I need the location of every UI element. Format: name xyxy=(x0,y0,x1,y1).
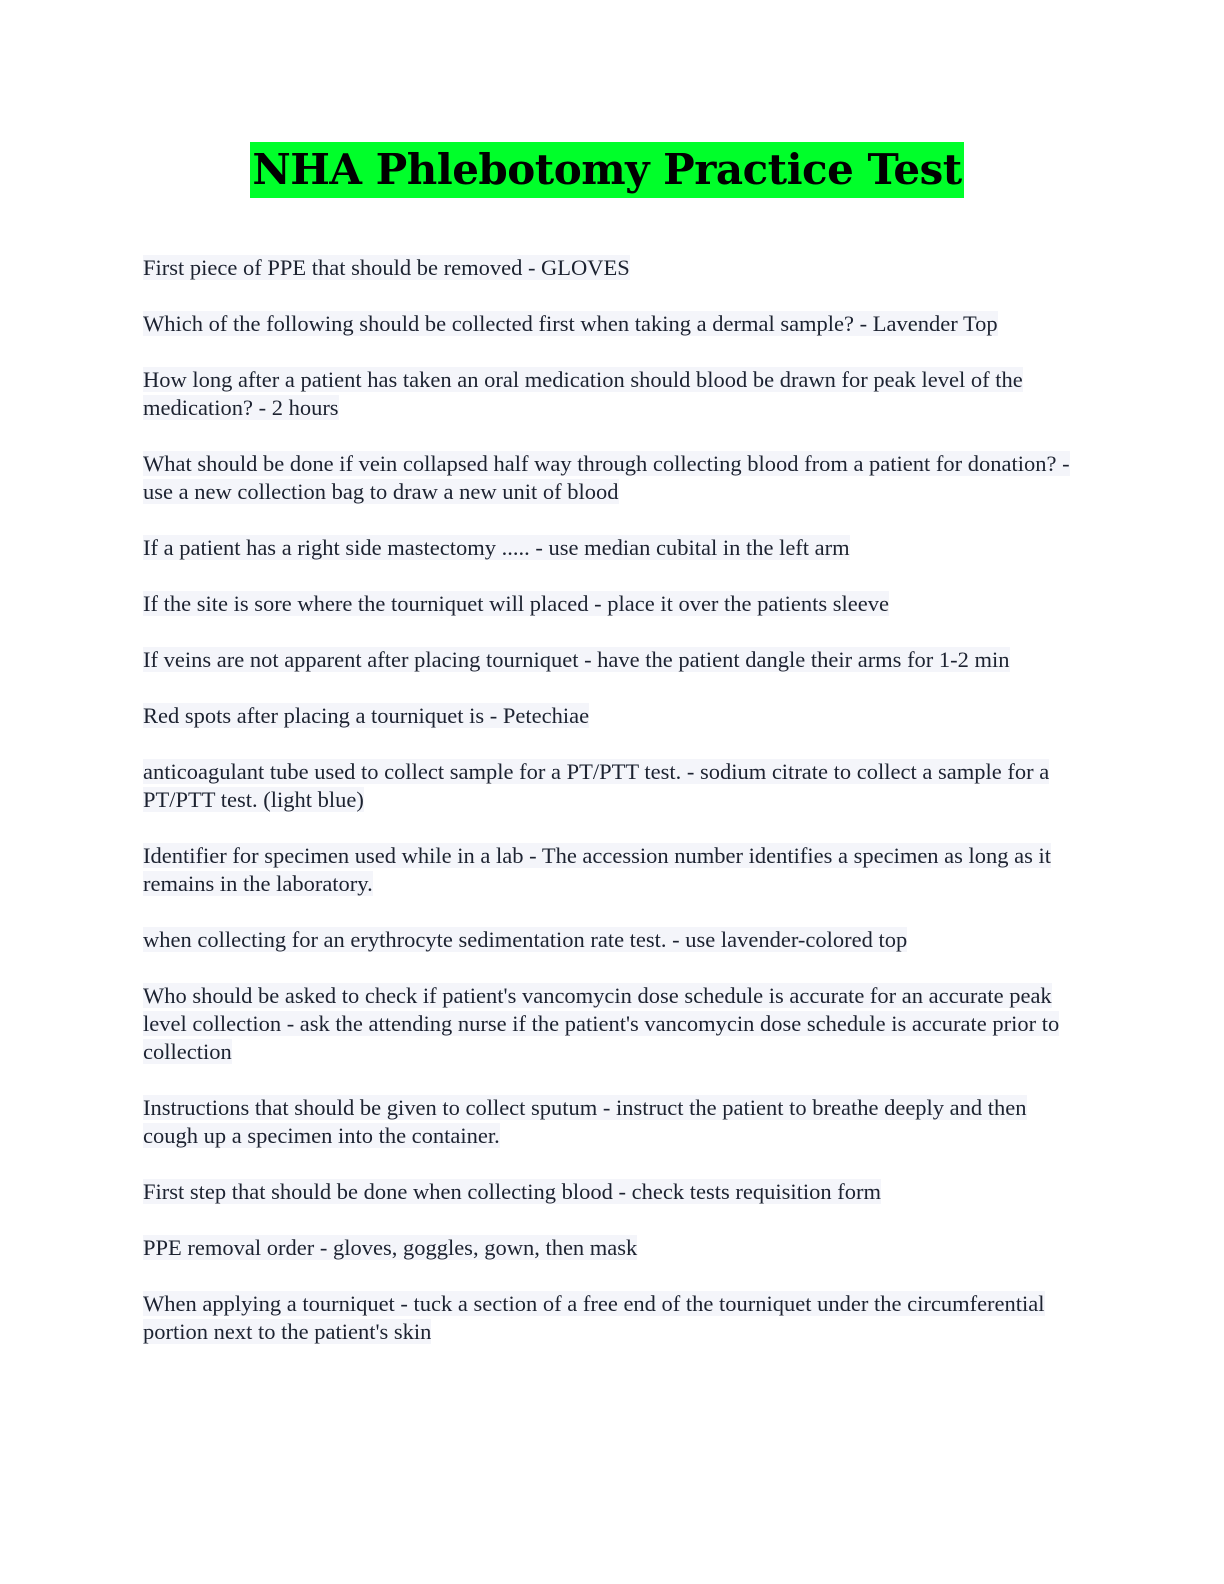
page-title: NHA Phlebotomy Practice Test xyxy=(250,142,963,198)
qa-text: When applying a tourniquet - tuck a section of a free end of the tourniquet under the circumferential portion next to the patient's skin xyxy=(143,1291,1045,1344)
qa-item xyxy=(143,1290,1073,1346)
qa-text: anticoagulant tube used to collect sample for a PT/PTT test. - sodium citrate to collect a sample for a PT/PTT test. (light blue) xyxy=(143,759,1050,812)
qa-item xyxy=(143,926,1073,954)
qa-item xyxy=(143,254,1073,282)
qa-text: Identifier for specimen used while in a lab - The accession number identifies a specimen as long as it remains in the laboratory. xyxy=(143,843,1052,896)
qa-item xyxy=(143,702,1073,730)
qa-text: Which of the following should be collected first when taking a dermal sample? - Lavender Top xyxy=(143,311,998,336)
qa-text: when collecting for an erythrocyte sedimentation rate test. - use lavender-colored top xyxy=(143,927,908,952)
qa-item xyxy=(143,1234,1073,1262)
qa-text: What should be done if vein collapsed half way through collecting blood from a patient for donation? - use a new collection bag to draw a new unit of blood xyxy=(143,451,1070,504)
qa-item xyxy=(143,534,1073,562)
qa-text: Who should be asked to check if patient's vancomycin dose schedule is accurate for an accurate peak level collection - ask the attending nurse if the patient's vancomycin dose schedule is accurate prior to collection xyxy=(143,983,1060,1064)
qa-text: If the site is sore where the tourniquet will placed - place it over the patients sleeve xyxy=(143,591,889,616)
qa-item xyxy=(143,842,1073,898)
qa-text: Instructions that should be given to collect sputum - instruct the patient to breathe deeply and then cough up a specimen into the container. xyxy=(143,1095,1027,1148)
qa-item xyxy=(143,646,1073,674)
qa-item xyxy=(143,758,1073,814)
qa-item xyxy=(143,590,1073,618)
qa-text: First step that should be done when collecting blood - check tests requisition form xyxy=(143,1179,881,1204)
title-wrapper xyxy=(0,142,1224,198)
qa-text: If veins are not apparent after placing tourniquet - have the patient dangle their arms for 1-2 min xyxy=(143,647,1010,672)
qa-item xyxy=(143,1094,1073,1150)
qa-item xyxy=(143,1178,1073,1206)
qa-text: PPE removal order - gloves, goggles, gown, then mask xyxy=(143,1235,638,1260)
qa-text: Red spots after placing a tourniquet is - Petechiae xyxy=(143,703,590,728)
qa-item xyxy=(143,450,1073,506)
qa-item xyxy=(143,982,1073,1066)
qa-item xyxy=(143,310,1073,338)
qa-item xyxy=(143,366,1073,422)
qa-text: If a patient has a right side mastectomy ..... - use median cubital in the left arm xyxy=(143,535,850,560)
qa-list xyxy=(143,254,1073,1374)
qa-text: How long after a patient has taken an oral medication should blood be drawn for peak level of the medication? - 2 hours xyxy=(143,367,1023,420)
qa-text: First piece of PPE that should be removed - GLOVES xyxy=(143,255,630,280)
